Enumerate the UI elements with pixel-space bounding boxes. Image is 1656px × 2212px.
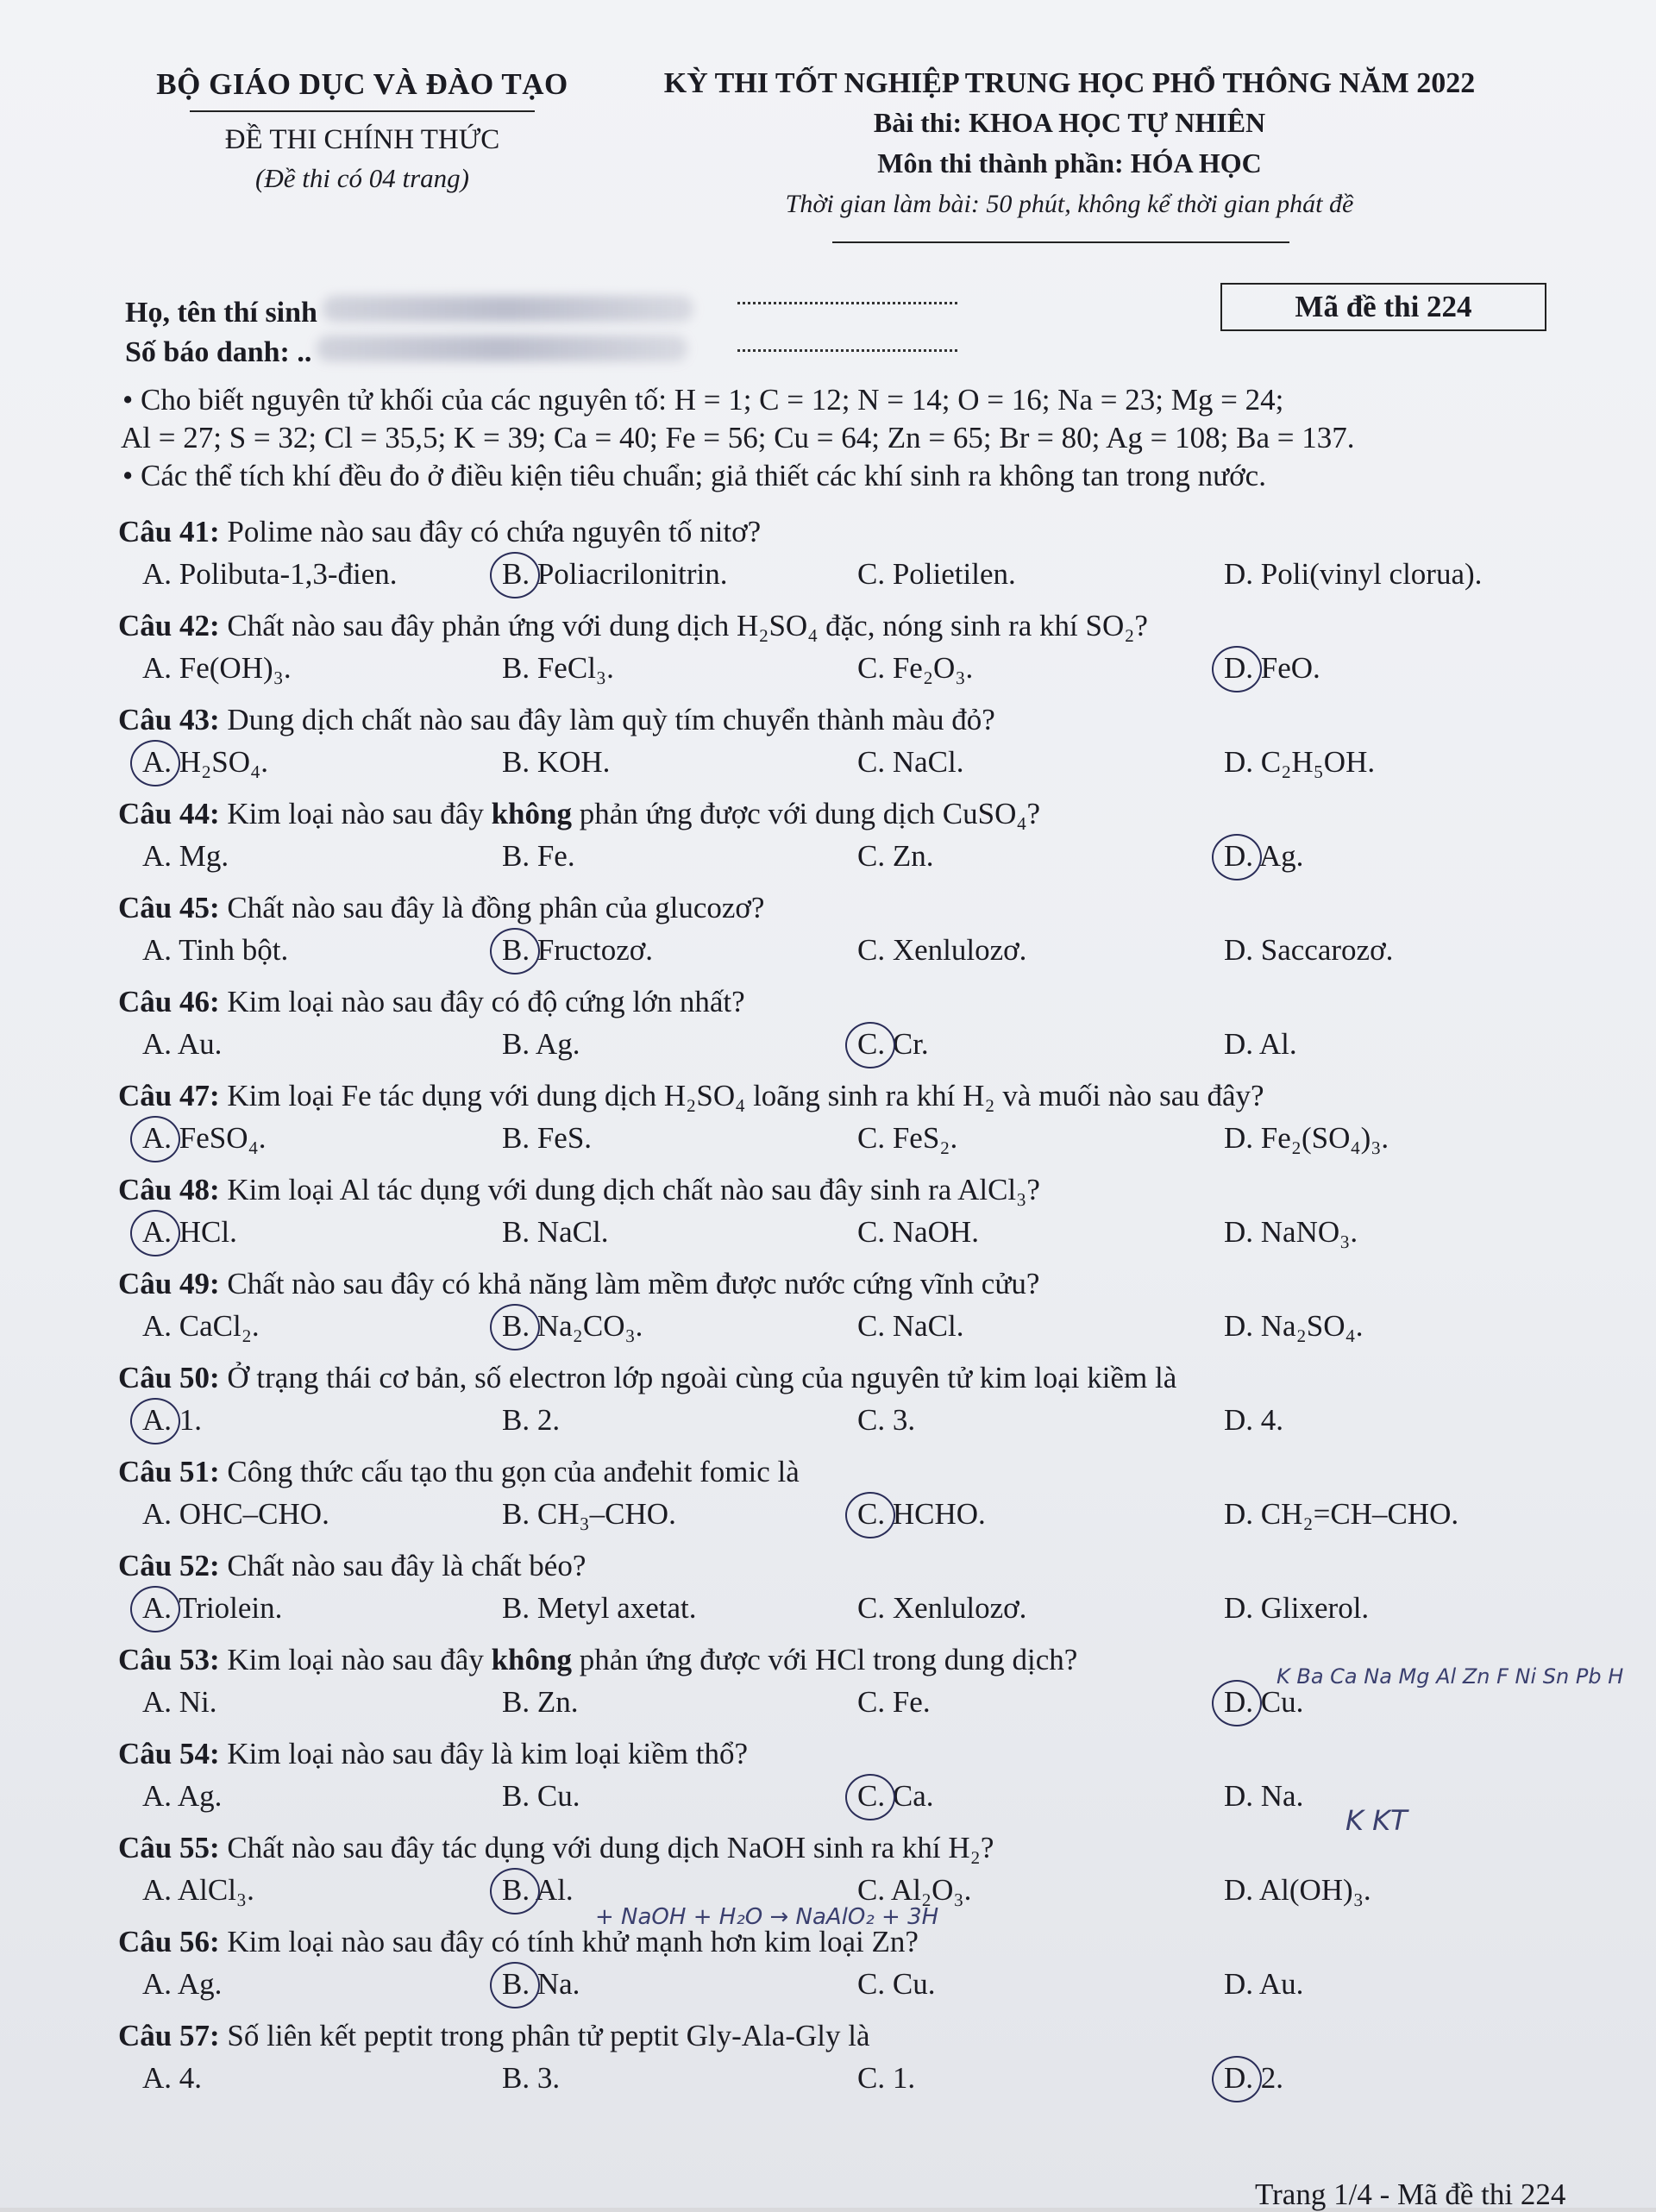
option-text: C. Zn. [857,839,934,873]
option-text: D. Glixerol. [1224,1591,1370,1625]
question-stem [118,2016,1567,2056]
question-number: Câu 48: [118,1173,220,1206]
question-item [118,1264,1567,1358]
answer-option-a [142,1022,222,1067]
option-text: C. Cu. [857,1967,936,2001]
question-stem [118,794,1567,834]
option-text: D. Na. [1224,1779,1304,1813]
answer-option-d [1224,552,1482,597]
answer-option-d [1224,2056,1283,2101]
option-text: B. FeS. [502,1121,593,1155]
answer-option-d [1224,1868,1371,1913]
option-text: D. Saccarozơ. [1224,933,1394,967]
answer-option-d [1224,1586,1369,1631]
answer-option-c [857,1774,933,1819]
question-item [118,1546,1567,1640]
component-title: Môn thi thành phần: HÓA HỌC [877,147,1262,179]
option-text: C. Ca. [857,1779,934,1813]
answer-option-c [857,740,963,785]
question-number: Câu 51: [118,1455,220,1488]
question-text: Chất nào sau đây tác dụng với dung dịch NaOH sinh ra khí H₂? [219,1831,994,1864]
option-text: B. Fe. [502,839,575,873]
ministry-name: BỘ GIÁO DỤC VÀ ĐÀO TẠO [156,67,568,101]
exam-notes [121,381,1552,495]
answer-option-a [142,1962,222,2007]
answer-option-b [502,1962,580,2007]
question-item [118,2016,1567,2110]
answer-option-a [142,552,398,597]
answer-options [118,646,1567,691]
option-text: A. Tinh bột. [142,933,289,967]
question-text: Kim loại nào sau đây [219,1643,492,1676]
option-text: D. Au. [1224,1967,1304,2001]
answer-option-a [142,1586,282,1631]
question-text: Chất nào sau đây phản ứng với dung dịch H₂SO₄ đặc, nóng sinh ra khí SO₂? [219,609,1148,642]
answer-options [118,552,1567,597]
answer-option-d [1224,1210,1358,1255]
question-number: Câu 45: [118,891,220,924]
answer-option-a [142,1680,217,1725]
question-stem [118,1546,1567,1586]
answer-option-b [502,1868,574,1913]
question-stem [118,982,1567,1022]
answer-option-a [142,740,268,785]
option-text: B. Al. [502,1873,574,1907]
answer-option-b [502,1680,578,1725]
answer-option-b [502,834,575,879]
exam-code-box: Mã đề thi 224 [1220,283,1546,331]
atomic-mass-note-1: • Cho biết nguyên tử khối của các nguyên tố: H = 1; C = 12; N = 14; O = 16; Na = 23; Mg = 24; [122,383,1284,417]
divider [832,241,1289,243]
question-number: Câu 54: [118,1737,220,1770]
question-item [118,700,1567,794]
option-text: B. Na. [502,1967,580,2001]
handwritten-note-q55: + NaOH + H₂O → NaAlO₂ + 3H [595,1904,939,1930]
option-text: C. Polietilen. [857,557,1016,591]
answer-option-d [1224,1304,1363,1349]
answer-option-c [857,2056,915,2101]
answer-option-a [142,1210,237,1255]
page-count-note: (Đề thi có 04 trang) [255,163,469,193]
question-stem [118,1358,1567,1398]
option-text: C. NaOH. [857,1215,979,1249]
answer-option-c [857,1304,963,1349]
candidate-id-label: Số báo danh: .. [125,336,312,368]
option-text: A. Au. [142,1027,223,1061]
question-stem [118,1170,1567,1210]
redacted-name [323,296,693,322]
answer-option-b [502,1774,580,1819]
option-text: A. HCl. [142,1215,237,1249]
answer-option-d [1224,1398,1283,1443]
answer-options [118,1398,1567,1443]
option-text: C. Fe₂O₃. [857,651,974,685]
answer-option-a [142,1304,260,1349]
question-text: Polime nào sau đây có chứa nguyên tố nitơ? [219,515,762,548]
answer-options [118,1116,1567,1161]
question-item [118,982,1567,1076]
answer-option-c [857,646,973,691]
answer-option-c [857,1680,931,1725]
option-text: A. H₂SO₄. [142,745,268,779]
question-item [118,888,1567,982]
question-list [118,512,1567,2110]
id-dotted-line [737,349,957,352]
official-label: ĐỀ THI CHÍNH THỨC [224,124,500,155]
answer-option-a [142,1116,266,1161]
option-text: A. Ag. [142,1967,223,2001]
answer-option-d [1224,1022,1297,1067]
question-text: Dung dịch chất nào sau đây làm quỳ tím chuyển thành màu đỏ? [219,703,995,736]
option-text: D. CH₂=CH–CHO. [1224,1497,1459,1531]
ministry-header [121,67,604,194]
question-text: Chất nào sau đây là chất béo? [219,1549,586,1582]
answer-option-b [502,1022,580,1067]
answer-option-a [142,1868,254,1913]
question-text: Kim loại nào sau đây có độ cứng lớn nhất? [219,985,745,1018]
candidate-name-label: Họ, tên thí sinh [125,297,317,329]
option-text: B. Ag. [502,1027,580,1061]
handwritten-note-q53: K Ba Ca Na Mg Al Zn F Ni Sn Pb H [1276,1664,1624,1689]
question-number: Câu 53: [118,1643,220,1676]
option-text: A. FeSO₄. [142,1121,267,1155]
option-text: A. Ag. [142,1779,223,1813]
question-number: Câu 41: [118,515,220,548]
option-text: C. Xenlulozơ. [857,1591,1027,1625]
question-stem [118,512,1567,552]
answer-option-a [142,928,288,973]
option-text: D. Fe₂(SO₄)₃. [1224,1121,1389,1155]
option-text: A. Mg. [142,839,229,873]
question-item [118,1922,1567,2016]
answer-option-a [142,1492,329,1537]
redacted-id [317,335,687,361]
option-text: B. CH₃–CHO. [502,1497,676,1531]
answer-option-c [857,1022,929,1067]
answer-option-d [1224,1962,1303,2007]
divider [190,110,535,112]
question-text: Công thức cấu tạo thu gọn của anđehit fomic là [219,1455,800,1488]
negation-emphasis: không [491,1643,572,1676]
question-stem [118,1734,1567,1774]
name-dotted-line [737,302,957,304]
option-text: D. NaNO₃. [1224,1215,1358,1249]
answer-option-b [502,2056,560,2101]
question-number: Câu 44: [118,797,220,830]
question-item [118,1358,1567,1452]
answer-option-d [1224,928,1393,973]
question-text: Chất nào sau đây là đồng phân của glucozơ? [219,891,765,924]
question-item [118,1170,1567,1264]
option-text: A. 1. [142,1403,203,1437]
question-number: Câu 49: [118,1267,220,1300]
answer-options [118,834,1567,879]
question-stem [118,606,1567,646]
option-text: B. Metyl axetat. [502,1591,697,1625]
answer-options [118,1962,1567,2007]
option-text: C. NaCl. [857,1309,964,1343]
answer-option-c [857,1398,915,1443]
option-text: A. Ni. [142,1685,217,1719]
question-number: Câu 47: [118,1079,220,1112]
option-text: D. Cu. [1224,1685,1304,1719]
question-stem [118,1264,1567,1304]
option-text: D. C₂H₅OH. [1224,745,1376,779]
question-text: Chất nào sau đây có khả năng làm mềm được nước cứng vĩnh cửu? [219,1267,1040,1300]
option-text: C. Xenlulozơ. [857,933,1027,967]
answer-option-b [502,1586,697,1631]
option-text: C. FeS₂. [857,1121,958,1155]
option-text: A. CaCl₂. [142,1309,260,1343]
option-text: A. 4. [142,2061,203,2095]
option-text: A. Fe(OH)₃. [142,651,292,685]
answer-option-b [502,928,653,973]
option-text: B. KOH. [502,745,611,779]
answer-option-d [1224,1774,1303,1819]
option-text: B. 2. [502,1403,561,1437]
option-text: D. Al. [1224,1027,1297,1061]
question-stem [118,888,1567,928]
answer-options [118,1022,1567,1067]
answer-option-a [142,1774,222,1819]
question-number: Câu 43: [118,703,220,736]
answer-option-c [857,552,1016,597]
option-text: D. Ag. [1224,839,1304,873]
option-text: A. Triolein. [142,1591,283,1625]
option-text: D. 4. [1224,1403,1284,1437]
handwritten-note-q54: K KT [1346,1804,1408,1837]
option-text: A. Polibuta-1,3-đien. [142,557,398,591]
exam-header [630,67,1509,243]
question-text: Kim loại nào sau đây [219,797,492,830]
option-text: D. FeO. [1224,651,1320,685]
question-number: Câu 52: [118,1549,220,1582]
answer-options [118,1586,1567,1631]
answer-option-a [142,2056,202,2101]
time-note: Thời gian làm bài: 50 phút, không kể thời gian phát đề [785,190,1354,218]
answer-option-b [502,1210,608,1255]
question-number: Câu 50: [118,1361,220,1394]
answer-option-a [142,646,292,691]
option-text: C. 1. [857,2061,916,2095]
option-text: A. OHC–CHO. [142,1497,329,1531]
answer-option-b [502,740,610,785]
answer-option-c [857,1586,1026,1631]
option-text: B. Zn. [502,1685,579,1719]
option-text: B. Cu. [502,1779,580,1813]
answer-option-b [502,1492,676,1537]
option-text: A. AlCl₃. [142,1873,254,1907]
gas-note: • Các thể tích khí đều đo ở điều kiện tiêu chuẩn; giả thiết các khí sinh ra không tan trong nước. [122,459,1266,492]
subject-title: Bài thi: KHOA HỌC TỰ NHIÊN [873,107,1266,138]
answer-option-d [1224,1492,1458,1537]
option-text: D. 2. [1224,2061,1284,2095]
negation-emphasis: không [491,797,572,830]
question-item [118,1452,1567,1546]
answer-options [118,1210,1567,1255]
answer-option-c [857,834,933,879]
answer-option-b [502,1304,643,1349]
answer-option-c [857,1962,935,2007]
question-text: Số liên kết peptit trong phân tử peptit Gly-Ala-Gly là [219,2019,870,2052]
option-text: C. Cr. [857,1027,929,1061]
answer-option-b [502,1116,592,1161]
option-text: C. HCHO. [857,1497,986,1531]
question-stem [118,1452,1567,1492]
question-text: Kim loại Fe tác dụng với dung dịch H₂SO₄ loãng sinh ra khí H₂ và muối nào sau đây? [219,1079,1264,1112]
question-stem [118,700,1567,740]
question-text: Ở trạng thái cơ bản, số electron lớp ngoài cùng của nguyên tử kim loại kiềm là [219,1361,1177,1394]
answer-option-c [857,928,1026,973]
answer-option-b [502,1398,560,1443]
option-text: C. Al₂O₃. [857,1873,972,1907]
answer-option-d [1224,834,1303,879]
answer-option-c [857,1116,957,1161]
question-number: Câu 42: [118,609,220,642]
question-number: Câu 57: [118,2019,220,2052]
question-text: Kim loại nào sau đây là kim loại kiềm thổ? [219,1737,749,1770]
candidate-info [125,293,693,373]
page-footer: Trang 1/4 - Mã đề thi 224 [1255,2178,1566,2211]
option-text: B. FeCl₃. [502,651,614,685]
question-number: Câu 55: [118,1831,220,1864]
answer-options [118,1304,1567,1349]
option-text: B. Fructozơ. [502,933,654,967]
answer-options [118,928,1567,973]
exam-title: KỲ THI TỐT NGHIỆP TRUNG HỌC PHỔ THÔNG NĂM 2022 [663,67,1476,99]
answer-option-d [1224,1116,1389,1161]
option-text: D. Poli(vinyl clorua). [1224,557,1483,591]
question-number: Câu 46: [118,985,220,1018]
question-item [118,606,1567,700]
question-item [118,512,1567,606]
question-text: phản ứng được với HCl trong dung dịch? [572,1643,1078,1676]
answer-option-b [502,552,728,597]
question-text: phản ứng được với dung dịch CuSO₄? [572,797,1041,830]
answer-option-c [857,1210,979,1255]
answer-option-a [142,834,229,879]
option-text: D. Al(OH)₃. [1224,1873,1371,1907]
question-number: Câu 56: [118,1925,220,1958]
question-text: Kim loại Al tác dụng với dung dịch chất nào sau đây sinh ra AlCl₃? [219,1173,1040,1206]
answer-option-b [502,646,614,691]
option-text: D. Na₂SO₄. [1224,1309,1364,1343]
question-item [118,794,1567,888]
answer-option-c [857,1492,986,1537]
answer-options [118,2056,1567,2101]
option-text: B. NaCl. [502,1215,609,1249]
answer-options [118,740,1567,785]
answer-options [118,1492,1567,1537]
option-text: C. NaCl. [857,745,964,779]
option-text: C. Fe. [857,1685,931,1719]
atomic-mass-note-2: Al = 27; S = 32; Cl = 35,5; K = 39; Ca = 40; Fe = 56; Cu = 64; Zn = 65; Br = 80; Ag = 108; Ba = 137. [121,421,1355,454]
option-text: C. 3. [857,1403,916,1437]
question-text: Kim loại nào sau đây có tính khử mạnh hơn kim loại Zn? [219,1925,919,1958]
option-text: B. 3. [502,2061,561,2095]
answer-option-a [142,1398,202,1443]
option-text: B. Na₂CO₃. [502,1309,643,1343]
answer-option-d [1224,646,1320,691]
answer-option-d [1224,740,1375,785]
option-text: B. Poliacrilonitrin. [502,557,728,591]
question-item [118,1076,1567,1170]
question-stem [118,1076,1567,1116]
